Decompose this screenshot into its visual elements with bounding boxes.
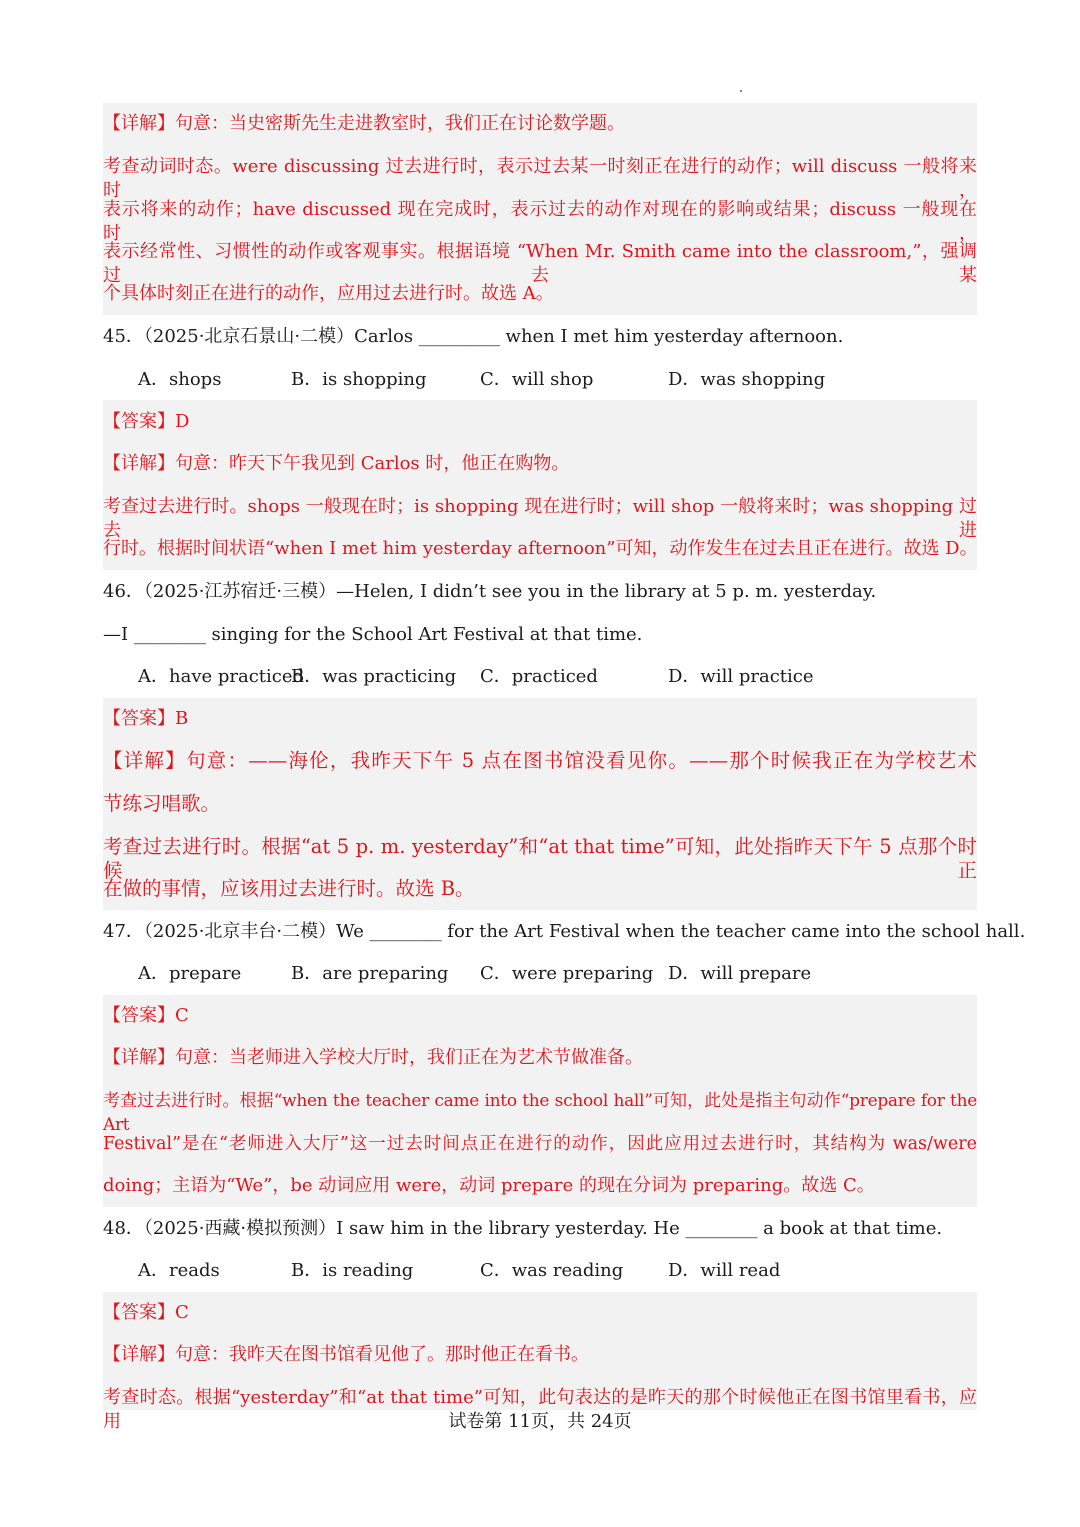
question-45-option-c: C．will shop [480, 369, 594, 390]
question-45-option-a: A．shops [138, 369, 222, 390]
page-footer: 试卷第 11页，共 24页 [448, 1411, 632, 1432]
scan-speck [740, 90, 742, 92]
question-45-option-b: B．is shopping [291, 369, 427, 390]
question-46-option-c: C．practiced [480, 666, 598, 687]
question-48-option-a: A．reads [138, 1260, 220, 1281]
answer-label: 【答案】 [103, 1302, 175, 1323]
question-48-stem: 48．（2025·西藏·模拟预测）I saw him in the library yesterday. He ________ a book at that time. [103, 1218, 943, 1239]
question-45-explain-1: 考查过去进行时。shops 一般现在时；is shopping 现在进行时；will shop 一般将来时；was shopping 过去进 [103, 496, 977, 541]
answer-label: 【答案】 [103, 411, 175, 432]
detail-text: 句意：——海伦，我昨天下午 5 点在图书馆没看见你。——那个时候我正在为学校艺术 [185, 749, 977, 772]
question-47-stem: 47．（2025·北京丰台·二模）We ________ for the Art Festival when the teacher came into the school hall. [103, 921, 1026, 942]
answer-value: D [175, 411, 190, 432]
question-46-explain-2: 在做的事情，应该用过去进行时。故选 B。 [103, 877, 475, 900]
question-46-answer [103, 707, 188, 731]
question-46-option-a: A．have practiced [138, 666, 305, 687]
question-45-option-d: D．was shopping [668, 369, 826, 390]
answer-value: C [175, 1005, 189, 1026]
detail-label: 【详解】 [103, 453, 175, 474]
answer-value: B [175, 708, 189, 729]
detail-label: 【详解】 [103, 749, 186, 772]
top-explain-line-3: 表示经常性、习惯性的动作或客观事实。根据语境 “When Mr. Smith came into the classroom,”，强调过去某 [103, 241, 977, 286]
question-47-option-d: D．will prepare [668, 963, 812, 984]
question-46-stem: 46．（2025·江苏宿迁·三模）—Helen, I didn’t see you in the library at 5 p. m. yesterday. [103, 581, 877, 602]
question-46-option-d: D．will practice [668, 666, 814, 687]
question-46-detail [103, 749, 977, 773]
detail-text: 句意：我昨天在图书馆看见他了。那时他正在看书。 [175, 1344, 589, 1365]
question-47-option-b: B．are preparing [291, 963, 449, 984]
question-47-explain-3: doing；主语为“We”，be 动词应用 were，动词 prepare 的现在分词为 preparing。故选 C。 [103, 1175, 875, 1196]
detail-label: 【详解】 [103, 113, 175, 134]
question-47-option-a: A．prepare [138, 963, 242, 984]
question-45-answer [103, 410, 189, 434]
top-explain-line-4: 个具体时刻正在进行的动作，应用过去进行时。故选 A。 [103, 283, 554, 304]
answer-value: C [175, 1302, 189, 1323]
question-45-stem: 45．（2025·北京石景山·二模）Carlos _________ when I met him yesterday afternoon. [103, 326, 844, 347]
detail-label: 【详解】 [103, 1047, 175, 1068]
question-48-explain-1: 考查时态。根据“yesterday”和“at that time”可知，此句表达的是昨天的那个时候他正在图书馆里看书，应用 [103, 1387, 977, 1432]
question-47-option-c: C．were preparing [480, 963, 654, 984]
question-47-explain-2: Festival”是在“老师进入大厅”这一过去时间点正在进行的动作，因此应用过去进行时，其结构为 was/were [103, 1134, 977, 1154]
question-47-detail [103, 1046, 643, 1070]
top-detail-line [103, 112, 625, 136]
question-48-detail [103, 1343, 589, 1367]
question-48-option-d: D．will read [668, 1260, 781, 1281]
question-48-option-c: C．was reading [480, 1260, 624, 1281]
detail-text: 句意：当老师进入学校大厅时，我们正在为艺术节做准备。 [175, 1047, 643, 1068]
question-46-detail-2: 节练习唱歌。 [103, 792, 221, 815]
detail-label: 【详解】 [103, 1344, 175, 1365]
question-47-answer [103, 1004, 189, 1028]
question-46-stem-2: —I ________ singing for the School Art Festival at that time. [103, 624, 643, 645]
question-48-answer [103, 1301, 189, 1325]
top-explain-line-1: 考查动词时态。were discussing 过去进行时，表示过去某一时刻正在进行的动作；will discuss 一般将来时， [103, 156, 977, 201]
question-45-explain-2: 行时。根据时间状语“when I met him yesterday afternoon”可知，动作发生在过去且正在进行。故选 D。 [103, 538, 978, 559]
question-46-explain-1: 考查过去进行时。根据“at 5 p. m. yesterday”和“at that time”可知，此处指昨天下午 5 点那个时候正 [103, 835, 977, 882]
detail-text: 句意：昨天下午我见到 Carlos 时，他正在购物。 [175, 453, 570, 474]
top-explain-line-2: 表示将来的动作；have discussed 现在完成时，表示过去的动作对现在的影响或结果；discuss 一般现在时， [103, 199, 977, 244]
answer-label: 【答案】 [103, 1005, 175, 1026]
question-47-explain-1: 考查过去进行时。根据“when the teacher came into the school hall”可知，此处是指主句动作“prepare for the Art [103, 1091, 977, 1135]
question-46-option-b: B．was practicing [291, 666, 457, 687]
detail-text: 句意：当史密斯先生走进教室时，我们正在讨论数学题。 [175, 113, 625, 134]
question-45-detail [103, 452, 569, 476]
question-48-option-b: B．is reading [291, 1260, 414, 1281]
answer-label: 【答案】 [103, 708, 175, 729]
